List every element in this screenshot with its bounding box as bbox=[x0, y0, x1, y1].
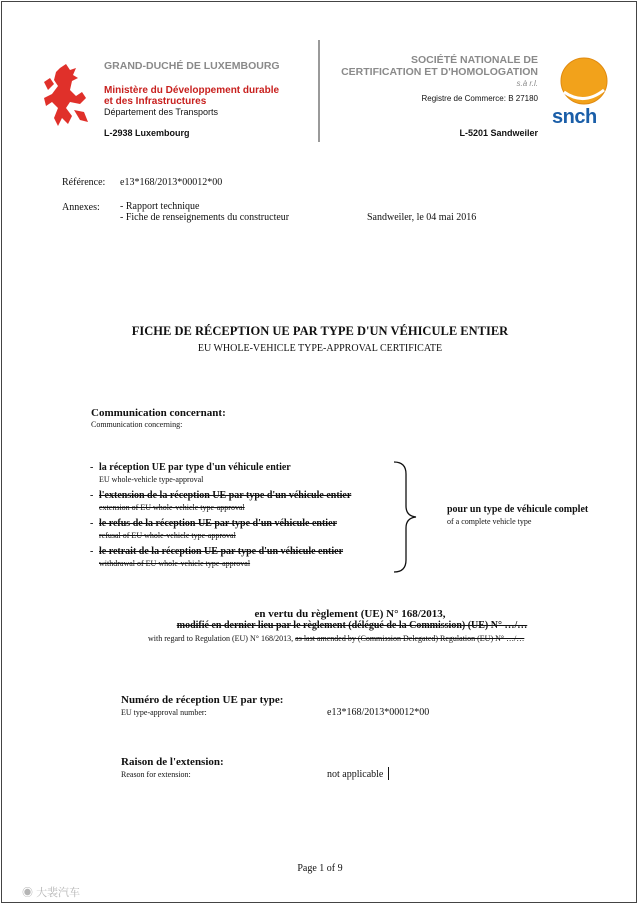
company-name-line1: SOCIÉTÉ NATIONALE DE bbox=[411, 54, 538, 66]
option-type-approval: la réception UE par type d'un véhicule entier bbox=[99, 462, 291, 473]
communication-label: Communication concernant: bbox=[91, 407, 226, 419]
company-name-line2: CERTIFICATION ET D'HOMOLOGATION bbox=[341, 66, 538, 78]
company-address: L-5201 Sandweiler bbox=[459, 128, 538, 138]
certificate-title: FICHE DE RÉCEPTION UE PAR TYPE D'UN VÉHICULE ENTIER bbox=[131, 324, 509, 338]
vehicle-category-en: of a complete vehicle type bbox=[447, 517, 532, 526]
extension-reason-value: not applicable bbox=[327, 769, 384, 780]
text-cursor bbox=[388, 767, 389, 780]
option-refusal: le refus de la réception UE par type d'un véhicule entier bbox=[99, 518, 337, 529]
reference-value: e13*168/2013*00012*00 bbox=[120, 177, 223, 188]
department-name: Département des Transports bbox=[104, 107, 219, 117]
regulation-amendment: modifié en dernier lieu par le règlement (délégué de la Commission) (UE) N° …/… bbox=[176, 620, 528, 631]
weibo-icon: ◉ bbox=[22, 887, 33, 899]
option-withdrawal: le retrait de la réception UE par type d'un véhicule entier bbox=[99, 546, 344, 557]
option-bullet: - bbox=[90, 490, 94, 501]
annex-item: - Rapport technique bbox=[120, 201, 200, 212]
company-legal-form: s.à r.l. bbox=[516, 79, 538, 88]
regulation-english bbox=[148, 634, 524, 643]
extension-reason-label-en: Reason for extension: bbox=[121, 770, 191, 779]
ministry-address: L-2938 Luxembourg bbox=[104, 128, 190, 138]
company-registry: Registre de Commerce: B 27180 bbox=[421, 94, 538, 103]
option-bullet: - bbox=[90, 462, 94, 473]
right-curly-brace bbox=[392, 460, 418, 574]
annex-item: - Fiche de renseignements du constructeur bbox=[120, 212, 290, 223]
option-extension-en: extension of EU whole-vehicle type-approval bbox=[99, 503, 245, 512]
approval-number-label: Numéro de réception UE par type: bbox=[121, 694, 284, 706]
annexes-label: Annexes: bbox=[62, 202, 100, 213]
reference-label: Référence: bbox=[62, 177, 106, 188]
watermark bbox=[22, 884, 80, 900]
regulation-english-struck: as last amended by (Commission Delegated) Regulation (EU) N° …/… bbox=[295, 634, 525, 643]
option-refusal-en: refusal of EU whole-vehicle type-approval bbox=[99, 531, 236, 540]
luxembourg-lion-icon bbox=[40, 62, 92, 132]
option-type-approval-en: EU whole-vehicle type-approval bbox=[99, 475, 204, 484]
regulation-english-plain: with regard to Regulation (EU) N° 168/2013, bbox=[148, 634, 296, 643]
page-number: Page 1 of 9 bbox=[297, 863, 343, 874]
extension-reason-label: Raison de l'extension: bbox=[121, 756, 224, 768]
option-bullet: - bbox=[90, 518, 94, 529]
certificate-subtitle: EU WHOLE-VEHICLE TYPE-APPROVAL CERTIFICATE bbox=[197, 343, 443, 354]
country-name: GRAND-DUCHÉ DE LUXEMBOURG bbox=[104, 60, 280, 72]
option-withdrawal-en: withdrawal of EU whole-vehicle type-approval bbox=[99, 559, 251, 568]
option-bullet: - bbox=[90, 546, 94, 557]
header-divider bbox=[318, 40, 320, 142]
option-extension: l'extension de la réception UE par type d'un véhicule entier bbox=[99, 490, 352, 501]
regulation-line: en vertu du règlement (UE) N° 168/2013, bbox=[254, 608, 446, 620]
place-date: Sandweiler, le 04 mai 2016 bbox=[367, 212, 477, 223]
communication-label-en: Communication concerning: bbox=[91, 420, 183, 429]
approval-number-label-en: EU type-approval number: bbox=[121, 708, 207, 717]
ministry-name-line2: et des Infrastructures bbox=[104, 96, 207, 107]
snch-logo-text: snch bbox=[552, 106, 597, 128]
approval-number-value: e13*168/2013*00012*00 bbox=[327, 707, 430, 718]
ministry-name-line1: Ministère du Développement durable bbox=[104, 85, 280, 96]
watermark-text: 大裴汽车 bbox=[36, 887, 81, 899]
vehicle-category: pour un type de véhicule complet bbox=[447, 504, 589, 515]
